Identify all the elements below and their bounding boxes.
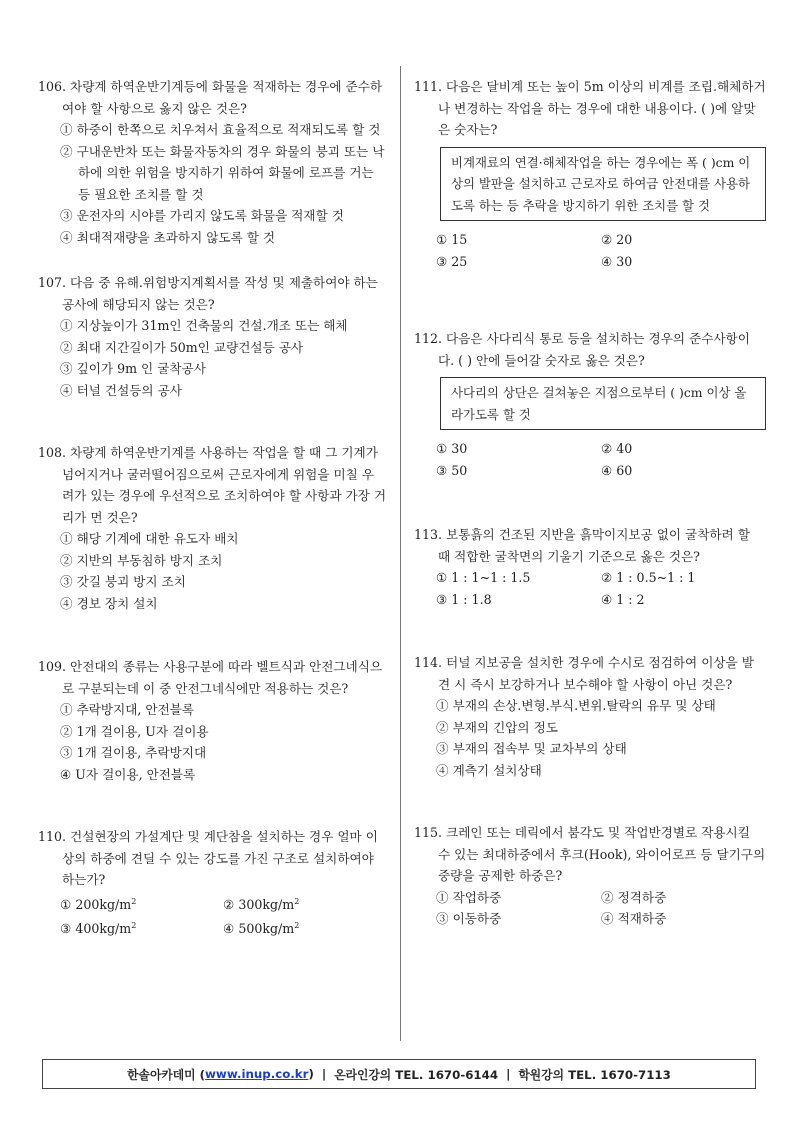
option-1: ① 작업하중 [436, 889, 502, 905]
question-text: 114. 터널 지보공을 설치한 경우에 수시로 점검하여 이상을 발견 시 즉시 보강하거나 보수해야 할 사항이 아닌 것은? [414, 655, 754, 692]
option-4: ④ 60 [601, 462, 633, 478]
option-4: ④ 최대적재량을 초과하지 않도록 할 것 [60, 229, 276, 245]
question-113 [414, 524, 766, 610]
option-3: ③ 1개 걸이용, 추락방지대 [60, 745, 207, 760]
option-4: ④ U자 걸이용, 안전블록 [60, 766, 196, 782]
question-text: 109. 안전대의 종류는 사용구분에 따라 벨트식과 안전그네식으로 구분되는데 이 중 안전그네식에만 적용하는 것은? [38, 659, 383, 696]
question-text: 108. 차량계 하역운반기계를 사용하는 작업을 할 때 그 기계가 넘어지거나 굴러떨어짐으로써 근로자에게 위험을 미칠 우려가 있는 경우에 우선적으로 조치하여야 할 사항과 가장 거리가 먼 것은? [38, 445, 386, 525]
options-grid [414, 438, 766, 481]
options-grid [414, 887, 766, 930]
question-106 [38, 76, 386, 248]
footer-divider: | [506, 1067, 511, 1081]
question-110 [38, 826, 386, 940]
option-3: ③ 이동하중 [436, 911, 502, 926]
footer-website-link[interactable]: www.inup.co.kr [205, 1067, 309, 1081]
option-4: ④ 계측기 설치상태 [436, 762, 542, 778]
option-3: ③ 25 [436, 253, 468, 269]
footer-org: 한솔아카데미 ( [127, 1067, 206, 1082]
question-text: 110. 건설현장의 가설계단 및 계단참을 설치하는 경우 얼마 이상의 하중에 견딜 수 있는 강도를 가진 구조로 설치하여야 하는가? [38, 829, 378, 887]
option-1: ① $200kg/m^2$ [60, 896, 137, 912]
option-1: ① 하중이 한쪽으로 치우쳐서 효율적으로 적재되도록 할 것 [60, 122, 381, 137]
option-4: ④ 1 : 2 [601, 591, 645, 607]
footer-offline-tel: 학원강의 TEL. 1670-7113 [518, 1067, 671, 1082]
footer-org-close: ) [308, 1067, 314, 1081]
option-3: ③ 갓길 붕괴 방지 조치 [60, 574, 186, 589]
option-2: ② 지반의 부동침하 방지 조치 [60, 552, 223, 568]
question-109 [38, 656, 386, 785]
question-text: 112. 다음은 사다리식 통로 등을 설치하는 경우의 준수사항이다. ( ) 안에 들어갈 숫자로 옳은 것은? [414, 331, 750, 368]
option-4: ④ $500kg/m^2$ [223, 921, 300, 937]
option-4: ④ 경보 장치 설치 [60, 595, 158, 611]
option-3: ③ 운전자의 시야를 가리지 않도록 화물을 적재할 것 [60, 208, 344, 223]
option-2: ② 정격하중 [601, 889, 667, 905]
option-1: ① 1 : 1~1 : 1.5 [436, 570, 531, 585]
option-2: ② 20 [601, 232, 633, 247]
option-4: ④ 적재하중 [601, 911, 667, 926]
option-2: ② 최대 지간길이가 50m인 교량건설등 공사 [60, 339, 304, 355]
question-112 [414, 328, 766, 481]
options-grid [414, 229, 766, 272]
option-1: ① 추락방지대, 안전블록 [60, 702, 195, 717]
option-3: ③ 깊이가 9m 인 굴착공사 [60, 361, 206, 376]
option-1: ① 부재의 손상.변형.부식.변위.탈락의 유무 및 상태 [436, 698, 716, 713]
question-108 [38, 442, 386, 614]
question-text: 111. 다음은 달비계 또는 높이 5m 이상의 비계를 조립.해체하거나 변경하는 작업을 하는 경우에 대한 내용이다. ( )에 알맞은 숫자는? [414, 79, 766, 137]
question-115 [414, 822, 766, 930]
option-1: ① 15 [436, 232, 468, 247]
option-2: ② 부재의 긴압의 정도 [436, 719, 558, 735]
option-3: ③ 50 [436, 462, 468, 478]
question-text: 113. 보통흙의 건조된 지반을 흙막이지보공 없이 굴착하려 할 때 적합한 굴착면의 기울기 기준으로 옳은 것은? [414, 527, 750, 564]
options-grid [38, 891, 386, 940]
condition-box: 사다리의 상단은 걸쳐놓은 지점으로부터 ( )cm 이상 올라가도록 할 것 [440, 377, 766, 430]
question-114 [414, 652, 766, 781]
option-2: ② $300kg/m^2$ [223, 896, 300, 912]
option-1: ① 30 [436, 441, 468, 456]
option-4: ④ 30 [601, 253, 633, 269]
option-4: ④ 터널 건설등의 공사 [60, 382, 182, 398]
option-1: ① 지상높이가 31m인 건축물의 건설.개조 또는 해체 [60, 318, 348, 333]
question-text: 106. 차량계 하역운반기계등에 화물을 적재하는 경우에 준수하여야 할 사항으로 옳지 않은 것은? [38, 79, 383, 116]
option-3: ③ $400kg/m^2$ [60, 921, 137, 937]
option-2: ② 1 : 0.5~1 : 1 [601, 570, 696, 585]
question-text: 107. 다음 중 유해.위험방지계획서를 작성 및 제출하여야 하는 공사에 해당되지 않는 것은? [38, 275, 378, 312]
option-1: ① 해당 기계에 대한 유도자 배치 [60, 531, 239, 546]
option-3: ③ 1 : 1.8 [436, 591, 492, 607]
question-111 [414, 76, 766, 272]
option-2: ② 구내운반차 또는 화물자동차의 경우 화물의 붕괴 또는 낙하에 의한 위험을 방지하기 위하여 화물에 로프를 거는 등 필요한 조치를 할 것 [60, 143, 385, 202]
option-2: ② 1개 걸이용, U자 걸이용 [60, 723, 209, 739]
option-3: ③ 부재의 접속부 및 교차부의 상태 [436, 741, 627, 756]
footer-online-tel: 온라인강의 TEL. 1670-6144 [334, 1067, 499, 1082]
footer-divider: | [321, 1067, 327, 1081]
question-text: 115. 크레인 또는 데릭에서 붐각도 및 작업반경별로 작용시킬 수 있는 최대하중에서 후크(Hook), 와이어로프 등 달기구의 중량을 공제한 하중은? [414, 825, 766, 883]
option-2: ② 40 [601, 441, 633, 456]
question-107 [38, 272, 386, 401]
condition-box: 비계재료의 연결·해체작업을 하는 경우에는 폭 ( )cm 이상의 발판을 설치하고 근로자로 하여금 안전대를 사용하도록 하는 등 추락을 방지하기 위한 조치를 할 것 [440, 147, 766, 222]
options-grid [414, 567, 766, 610]
footer-bar [42, 1059, 756, 1089]
column-divider [400, 66, 401, 1041]
